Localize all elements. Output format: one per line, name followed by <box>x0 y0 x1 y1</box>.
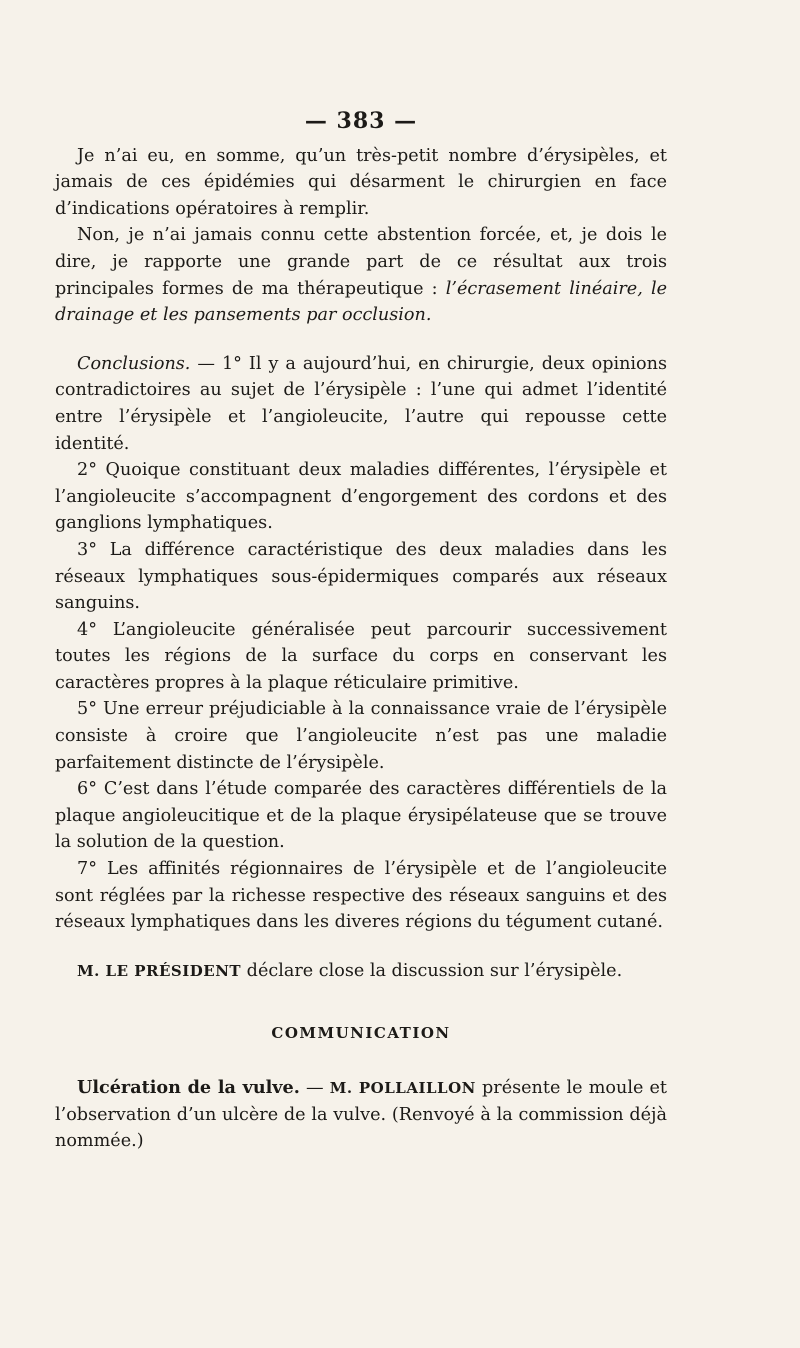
communication-dash: — <box>299 1078 330 1098</box>
communication-paragraph <box>55 1075 667 1155</box>
conclusion-4: 4° L’angioleucite généralisée peut parcourir successivement toutes les régions de la surface du corps en conservant les caractères propres à la plaque réticulaire primitive. <box>55 619 667 693</box>
communication-heading: COMMUNICATION <box>271 1024 451 1043</box>
conclusion-1 <box>55 351 667 457</box>
conclusion-3: 3° La différence caractéristique des deux maladies dans les réseaux lymphatiques sous-épidermiques comparés aux réseaux sanguins. <box>55 539 667 614</box>
communication-author: M. POLLAILLON <box>329 1079 476 1097</box>
conclusion-1-text: — 1° Il y a aujourd’hui, en chirurgie, deux opinions contradictoires au sujet de l’érysipèle : l’une qui admet l’identité entre l’érysipèle et l’angioleucite, l’autre qui repousse cette identité. <box>55 353 667 454</box>
communication-text: présente le moule et l’observation d’un ulcère de la vulve. (Renvoyé à la commission déjà nommée.) <box>55 1078 668 1152</box>
conclusion-6: 6° C’est dans l’étude comparée des caractères différentiels de la plaque angioleucitique et de la plaque érysipélateuse que se trouve la solution de la question. <box>55 779 667 853</box>
paragraph-1: Je n’ai eu, en somme, qu’un très-petit nombre d’érysipèles, et jamais de ces épidémies qui désarment le chirurgien en face d’indications opératoires à remplir. <box>55 145 667 219</box>
conclusions-label: Conclusions. <box>77 353 191 374</box>
conclusion-5: 5° Une erreur préjudiciable à la connaissance vraie de l’érysipèle consiste à croire que l’angioleucite n’est pas une maladie parfaitement distincte de l’érysipèle. <box>55 699 667 773</box>
conclusion-2: 2° Quoique constituant deux maladies différentes, l’érysipèle et l’angioleucite s’accompagnent d’engorgement des cordons et des ganglions lymphatiques. <box>55 460 667 534</box>
paragraph-2 <box>55 222 667 328</box>
communication-subject: Ulcération de la vulve. <box>77 1077 300 1098</box>
paragraph-2-italic: l’écrasement linéaire, le drainage et les pansements par occlusion. <box>55 278 667 326</box>
president-statement <box>55 958 667 985</box>
document-page <box>55 108 667 1155</box>
conclusion-7: 7° Les affinités régionnaires de l’érysipèle et de l’angioleucite sont réglées par la richesse respective des réseaux sanguins et des réseaux lymphatiques dans les diveres régions du tégument cutané. <box>55 859 667 933</box>
president-text: déclare close la discussion sur l’érysipèle. <box>241 960 623 981</box>
president-name: M. LE PRÉSIDENT <box>77 961 242 980</box>
paragraph-2-text: Non, je n’ai jamais connu cette abstention forcée, et, je dois le dire, je rapporte une grande part de ce résultat aux trois principales formes de ma thérapeutique : <box>55 225 667 299</box>
page-number: — 383 — <box>304 108 418 134</box>
